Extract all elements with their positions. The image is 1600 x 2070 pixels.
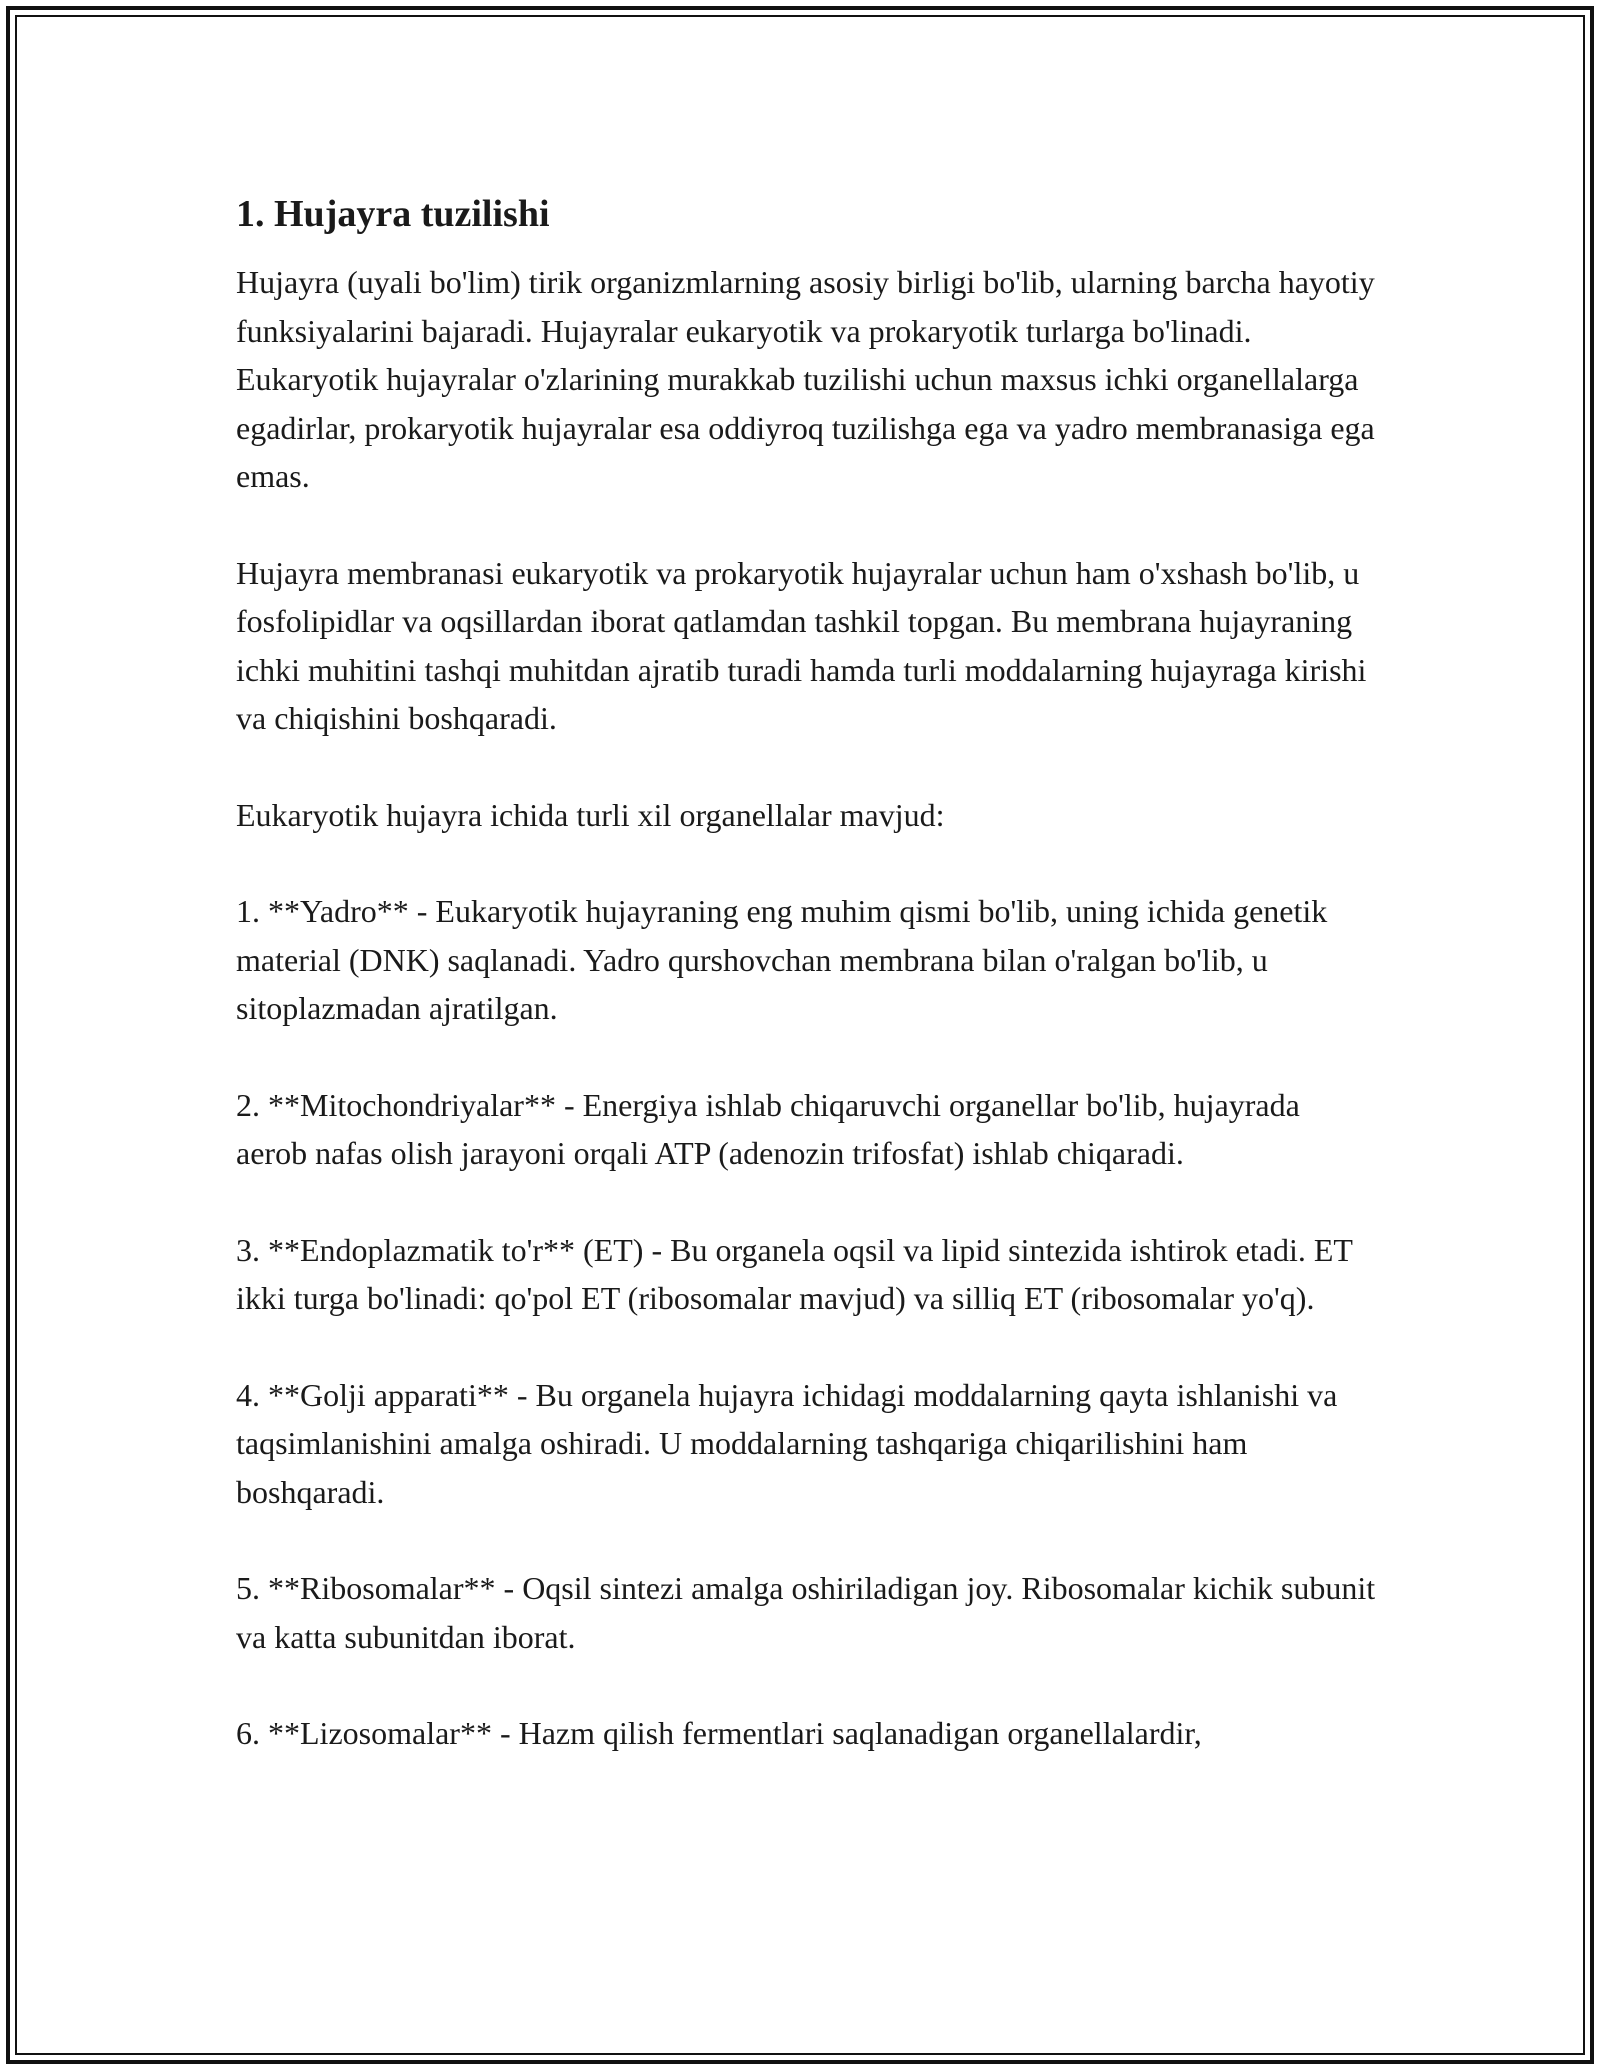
paragraph-membrane: Hujayra membranasi eukaryotik va prokaryotik hujayralar uchun ham o'xshash bo'lib, u fosfolipidlar va oqsillardan iborat qatlamdan tashkil topgan. Bu membrana hujayraning ichki muhitini tashqi muhitdan ajratib turadi hamda turli moddalarning hujayraga kirishi va chiqishini boshqaradi.: [236, 554, 1367, 736]
list-item-lizosomalar: 6. **Lizosomalar** - Hazm qilish fermentlari saqlanadigan organellalardir,: [236, 1715, 1202, 1751]
list-item-yadro: 1. **Yadro** - Eukaryotik hujayraning eng muhim qismi bo'lib, uning ichida genetik material (DNK) saqlanadi. Yadro qurshovchan membrana bilan o'ralgan bo'lib, u sitoplazmadan ajratilgan.: [236, 893, 1328, 1026]
list-item-mitochondriyalar: 2. **Mitochondriyalar** - Energiya ishlab chiqaruvchi organellar bo'lib, hujayrada aerob nafas olish jarayoni orqali ATP (adenozin trifosfat) ishlab chiqaradi.: [236, 1086, 1300, 1171]
paragraph-organelles-intro: Eukaryotik hujayra ichida turli xil organellalar mavjud:: [236, 796, 945, 833]
organelle-list: [236, 887, 1376, 1758]
paragraph-intro: Hujayra (uyali bo'lim) tirik organizmlarning asosiy birligi bo'lib, ularning barcha hayotiy funksiyalarini bajaradi. Hujayralar eukaryotik va prokaryotik turlarga bo'linadi. Eukaryotik hujayralar o'zlarining murakkab tuzilishi uchun maxsus ichki organellalarga egadirlar, prokaryotik hujayralar esa oddiyroq tuzilishga ega va yadro membranasiga ega emas.: [236, 264, 1375, 494]
section-heading: 1. Hujayra tuzilishi: [236, 193, 550, 235]
list-item-golji-apparati: 4. **Golji apparati** - Bu organela hujayra ichidagi moddalarning qayta ishlanishi va taqsimlanishini amalga oshiradi. U moddalarning tashqariga chiqarilishini ham boshqaradi.: [236, 1376, 1338, 1510]
list-item-endoplazmatik-tor: 3. **Endoplazmatik to'r** (ET) - Bu organela oqsil va lipid sintezida ishtirok etadi. ET ikki turga bo'linadi: qo'pol ET (ribosomalar mavjud) va silliq ET (ribosomalar yo'q).: [236, 1231, 1353, 1316]
list-item-ribosomalar: 5. **Ribosomalar** - Oqsil sintezi amalga oshiriladigan joy. Ribosomalar kichik subunit va katta subunitdan iborat.: [236, 1570, 1376, 1655]
document-body: [236, 188, 1376, 1758]
